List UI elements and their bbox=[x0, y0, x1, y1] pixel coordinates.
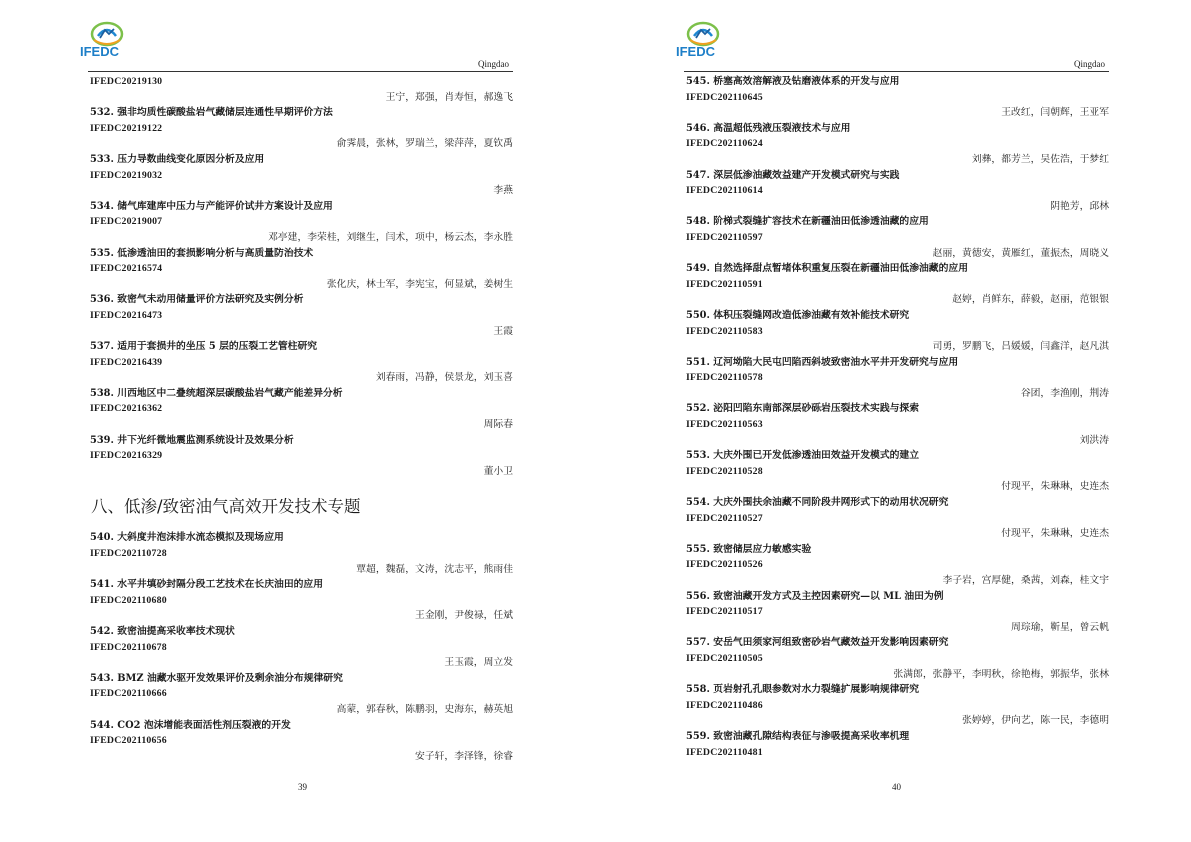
ifedc-logo bbox=[672, 20, 734, 58]
entry-title: 553. 大庆外围已开发低渗透油田效益开发模式的建立 bbox=[686, 450, 920, 462]
entry-authors: 王霞 bbox=[493, 325, 513, 337]
entry-code: IFEDC202110666 bbox=[90, 688, 167, 700]
entry-code: IFEDC202110528 bbox=[686, 465, 763, 477]
entry-authors: 司勇，罗鹏飞，吕媛媛，闫鑫洋，赵凡淇 bbox=[932, 341, 1109, 353]
entry-title: 532. 强非均质性碳酸盐岩气藏储层连通性早期评价方法 bbox=[90, 107, 333, 119]
right-entries bbox=[686, 74, 1109, 760]
entry-authors: 张满郎，张静平，李明秋，徐艳梅，郭振华，张林 bbox=[893, 668, 1109, 680]
entry-title: 556. 致密油藏开发方式及主控因素研究—以 ML 油田为例 bbox=[686, 590, 944, 602]
entry-code: IFEDC20219007 bbox=[90, 216, 163, 228]
entry-code: IFEDC202110517 bbox=[686, 606, 763, 618]
entry-code: IFEDC20216574 bbox=[90, 263, 163, 275]
entry-title: 559. 致密油藏孔隙结构表征与渗吸提高采收率机理 bbox=[686, 730, 910, 742]
entry-authors: 赵丽，黄德安，黄雁红，董振杰，周晓义 bbox=[932, 247, 1109, 259]
entry-code: IFEDC202110591 bbox=[686, 278, 763, 290]
entry-authors: 周际春 bbox=[483, 419, 513, 431]
left-entries-before-section bbox=[90, 105, 513, 479]
entry-title: 558. 页岩射孔孔眼参数对水力裂缝扩展影响规律研究 bbox=[686, 684, 920, 696]
entry-code: IFEDC202110527 bbox=[686, 512, 763, 524]
entry-code: IFEDC202110597 bbox=[686, 231, 763, 243]
entry-authors: 刘春雨，冯静，侯景龙，刘玉喜 bbox=[375, 372, 513, 384]
section-title: 八、低渗/致密油气高效开发技术专题 bbox=[91, 497, 361, 517]
entry-title: 543. BMZ 油藏水驱开发效果评价及剩余油分布规律研究 bbox=[90, 672, 343, 684]
entry-title: 549. 自然选择甜点暂堵体积重复压裂在新疆油田低渗油藏的应用 bbox=[686, 263, 968, 275]
entry-authors: 高蒙，郭春秋，陈鹏羽，史海东，赫英旭 bbox=[336, 703, 513, 715]
entry-authors: 俞霁晨，张林，罗瑞兰，梁萍萍，夏钦禹 bbox=[336, 138, 513, 150]
entry-title: 535. 低渗透油田的套损影响分析与高质量防治技术 bbox=[90, 247, 314, 259]
entry-title: 539. 井下光纤微地震监测系统设计及效果分析 bbox=[90, 434, 294, 446]
entry-authors: 阴艳芳，邱林 bbox=[1050, 200, 1109, 212]
header-rule bbox=[88, 71, 513, 72]
entry-authors: 张婷婷，伊向艺，陈一民，李德明 bbox=[962, 715, 1109, 727]
entry-title: 540. 大斜度井泡沫排水流态模拟及现场应用 bbox=[90, 532, 284, 544]
entry-code: IFEDC202110656 bbox=[90, 735, 167, 747]
entry-authors: 李子岩，宫厚健，桑茜，刘森，桂文宇 bbox=[942, 575, 1109, 586]
entry-authors: 王金刚，尹俊禄，任斌 bbox=[415, 610, 513, 622]
entry-title: 545. 桥塞高效溶解液及钻磨液体系的开发与应用 bbox=[686, 76, 900, 87]
header-rule bbox=[684, 71, 1109, 72]
entry-title: 537. 适用于套损井的坐压 5 层的压裂工艺管柱研究 bbox=[90, 341, 318, 353]
entry-authors: 刘洪涛 bbox=[1079, 434, 1109, 446]
entry-authors: 付现平，朱琳琳，史连杰 bbox=[1001, 481, 1109, 493]
entry-authors: 张化庆，林士军，李宪宝，何显斌，姜树生 bbox=[326, 278, 513, 290]
logo-text: IFEDC bbox=[676, 44, 715, 58]
entry-authors: 刘彝，都芳兰，吴佐浩，于梦红 bbox=[971, 153, 1109, 165]
entry-title: 550. 体积压裂缝网改造低渗油藏有效补能技术研究 bbox=[686, 309, 910, 321]
entry-title: 534. 储气库建库中压力与产能评价试井方案设计及应用 bbox=[90, 200, 333, 212]
entry-authors: 安子轩，李泽锋，徐睿 bbox=[415, 750, 513, 762]
entry-title: 536. 致密气未动用储量评价方法研究及实例分析 bbox=[90, 294, 304, 306]
entry-code: IFEDC20219032 bbox=[90, 169, 163, 181]
entry-authors: 覃超，魏磊，文涛，沈志平，熊雨佳 bbox=[356, 563, 513, 575]
entry-code: IFEDC202110481 bbox=[686, 746, 763, 758]
entry-code: IFEDC20219122 bbox=[90, 122, 163, 134]
entry-title: 542. 致密油提高采收率技术现状 bbox=[90, 626, 235, 637]
entry-authors: 李燕 bbox=[493, 185, 513, 197]
header-location: Qingdao bbox=[478, 59, 509, 69]
entry-authors: 谷团，李渔刚，荆涛 bbox=[1020, 387, 1109, 399]
entry-code: IFEDC20219130 bbox=[90, 76, 163, 87]
entry-authors: 王宁，郑强，肖寿恒，郝逸飞 bbox=[385, 91, 513, 103]
logo-text: IFEDC bbox=[80, 44, 119, 58]
entry-code: IFEDC202110583 bbox=[686, 325, 763, 337]
entry-code: IFEDC202110578 bbox=[686, 372, 763, 384]
entry-title: 557. 安岳气田须家河组致密砂岩气藏效益开发影响因素研究 bbox=[686, 637, 949, 649]
entry-authors: 赵婷，肖鲜东，薛毅，赵丽，范银银 bbox=[952, 294, 1109, 306]
left-entries-after-section bbox=[90, 530, 513, 764]
entry-title: 541. 水平井填砂封隔分段工艺技术在长庆油田的应用 bbox=[90, 579, 324, 591]
entry-title: 544. CO2 泡沫增能表面活性剂压裂液的开发 bbox=[90, 719, 291, 731]
entry-title: 538. 川西地区中二叠统超深层碳酸盐岩气藏产能差异分析 bbox=[90, 387, 343, 399]
entry-code: IFEDC20216362 bbox=[90, 403, 163, 415]
entry-authors: 董小卫 bbox=[483, 465, 513, 477]
entry-title: 548. 阶梯式裂缝扩容技术在新疆油田低渗透油藏的应用 bbox=[686, 216, 929, 228]
entry-code: IFEDC202110624 bbox=[686, 138, 763, 150]
entry-code: IFEDC202110486 bbox=[686, 699, 763, 711]
entry-code: IFEDC202110680 bbox=[90, 594, 167, 606]
entry-code: IFEDC202110563 bbox=[686, 419, 763, 431]
page-number: 40 bbox=[892, 782, 901, 792]
entry-code: IFEDC202110614 bbox=[686, 185, 763, 197]
left-page bbox=[0, 0, 595, 842]
entry-title: 533. 压力导数曲线变化原因分析及应用 bbox=[90, 153, 265, 165]
right-entry-list bbox=[686, 74, 1109, 760]
entry-code: IFEDC202110678 bbox=[90, 641, 167, 653]
entry-title: 547. 深层低渗油藏效益建产开发模式研究与实践 bbox=[686, 169, 900, 181]
page-number: 39 bbox=[298, 782, 307, 792]
entry-title: 554. 大庆外围扶余油藏不同阶段井网形式下的动用状况研究 bbox=[686, 497, 949, 509]
entry-code: IFEDC202110728 bbox=[90, 548, 167, 560]
entry-authors: 邓亭建，李荣桂，刘继生，闫术，项中，杨云杰，李永胜 bbox=[268, 231, 513, 243]
entry-code: IFEDC202110645 bbox=[686, 91, 763, 103]
entry-code: IFEDC202110526 bbox=[686, 559, 763, 571]
entry-code: IFEDC20216439 bbox=[90, 356, 163, 368]
entry-code: IFEDC20216473 bbox=[90, 309, 163, 321]
entry-code: IFEDC202110505 bbox=[686, 652, 763, 664]
header-location: Qingdao bbox=[1074, 59, 1105, 69]
entry-code: IFEDC20216329 bbox=[90, 450, 163, 462]
entry-authors: 王改红，闫朝辉，王亚军 bbox=[1001, 107, 1109, 119]
entry-authors: 王玉霞，周立发 bbox=[444, 657, 513, 669]
entry-title: 555. 致密储层应力敏感实验 bbox=[686, 543, 812, 555]
entry-title: 551. 辽河坳陷大民屯凹陷西斜坡致密油水平井开发研究与应用 bbox=[686, 356, 959, 368]
entry-authors: 付现平，朱琳琳，史连杰 bbox=[1001, 528, 1109, 540]
right-page bbox=[596, 0, 1191, 842]
entry-title: 546. 高温超低残液压裂液技术与应用 bbox=[686, 122, 851, 134]
entry-authors: 周琮瑜，靳星，曾云帆 bbox=[1011, 621, 1109, 633]
entry-title: 552. 泌阳凹陷东南部深层砂砾岩压裂技术实践与探索 bbox=[686, 403, 920, 415]
left-entry-list bbox=[90, 74, 513, 764]
ifedc-logo bbox=[76, 20, 138, 58]
